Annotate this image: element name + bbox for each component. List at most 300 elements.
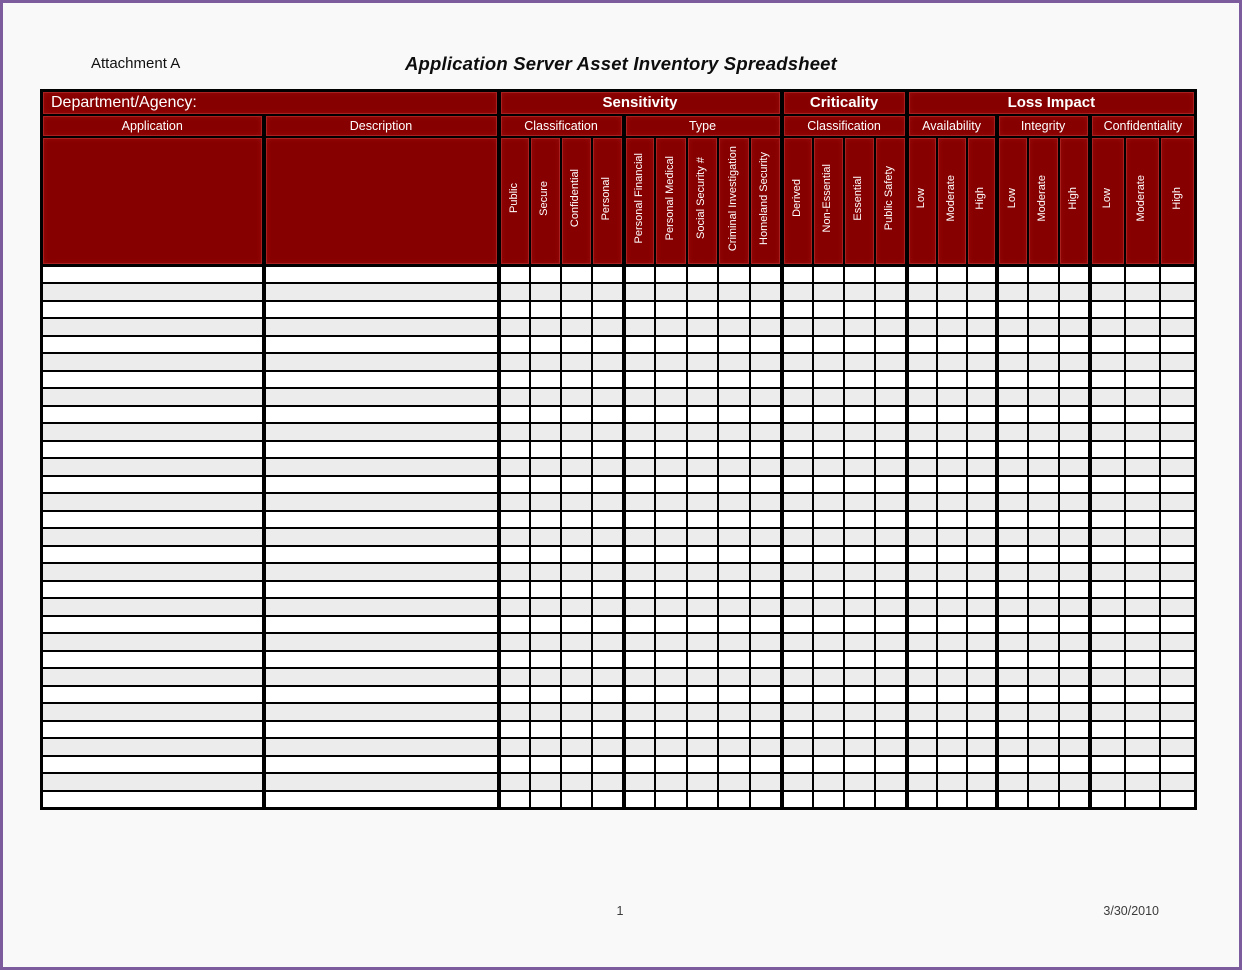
grid-cell — [1028, 791, 1059, 809]
grid-cell — [750, 616, 782, 634]
application-cell — [42, 703, 264, 721]
grid-cell — [844, 301, 875, 319]
grid-cell — [655, 598, 687, 616]
grid-cell — [907, 791, 937, 809]
grid-cell — [907, 511, 937, 529]
grid-cell — [592, 266, 624, 284]
col-header-confidential — [561, 137, 592, 266]
grid-cell — [813, 441, 844, 459]
grid-cell — [592, 511, 624, 529]
grid-cell — [813, 703, 844, 721]
grid-cell — [1090, 266, 1125, 284]
grid-cell — [813, 598, 844, 616]
grid-cell — [1028, 756, 1059, 774]
grid-cell — [875, 528, 907, 546]
grid-cell — [624, 511, 655, 529]
grid-cell — [1090, 458, 1125, 476]
grid-cell — [782, 703, 813, 721]
grid-cell — [844, 598, 875, 616]
grid-cell — [967, 563, 997, 581]
grid-cell — [844, 738, 875, 756]
table-row — [42, 651, 1196, 669]
grid-cell — [813, 686, 844, 704]
grid-cell — [655, 773, 687, 791]
grid-cell — [1028, 528, 1059, 546]
grid-cell — [530, 686, 561, 704]
grid-cell — [813, 756, 844, 774]
description-cell — [264, 703, 499, 721]
grid-cell — [844, 721, 875, 739]
grid-cell — [750, 423, 782, 441]
grid-cell — [997, 738, 1028, 756]
grid-cell — [687, 633, 718, 651]
grid-cell — [592, 546, 624, 564]
grid-cell — [782, 423, 813, 441]
grid-cell — [718, 266, 750, 284]
grid-cell — [1125, 318, 1160, 336]
grid-cell — [1028, 651, 1059, 669]
grid-cell — [997, 493, 1028, 511]
description-cell — [264, 458, 499, 476]
grid-cell — [782, 738, 813, 756]
table-row — [42, 668, 1196, 686]
grid-cell — [937, 791, 967, 809]
grid-cell — [499, 353, 530, 371]
grid-cell — [624, 388, 655, 406]
description-cell — [264, 266, 499, 284]
col-header-integrity-moderate-label: Moderate — [1036, 175, 1049, 222]
grid-cell — [1160, 528, 1196, 546]
grid-cell — [750, 791, 782, 809]
grid-cell — [875, 738, 907, 756]
grid-cell — [592, 301, 624, 319]
grid-cell — [1125, 633, 1160, 651]
col-header-confidentiality-high-label: High — [1170, 186, 1183, 210]
application-cell — [42, 511, 264, 529]
application-cell — [42, 476, 264, 494]
grid-cell — [875, 756, 907, 774]
grid-cell — [1090, 318, 1125, 336]
grid-cell — [782, 773, 813, 791]
grid-cell — [655, 686, 687, 704]
subgroup-header-integrity: Integrity — [997, 115, 1090, 137]
grid-cell — [782, 353, 813, 371]
grid-cell — [1160, 336, 1196, 354]
grid-cell — [782, 458, 813, 476]
grid-cell — [1090, 791, 1125, 809]
grid-cell — [967, 301, 997, 319]
grid-cell — [997, 773, 1028, 791]
grid-cell — [937, 651, 967, 669]
grid-cell — [1028, 616, 1059, 634]
grid-cell — [937, 423, 967, 441]
grid-cell — [624, 738, 655, 756]
grid-cell — [499, 423, 530, 441]
col-header-secure-label: Secure — [538, 180, 551, 216]
grid-cell — [782, 756, 813, 774]
grid-cell — [907, 546, 937, 564]
grid-cell — [937, 668, 967, 686]
description-cell — [264, 773, 499, 791]
grid-cell — [624, 546, 655, 564]
grid-cell — [1160, 371, 1196, 389]
grid-cell — [592, 563, 624, 581]
grid-cell — [907, 651, 937, 669]
grid-cell — [937, 598, 967, 616]
grid-cell — [592, 668, 624, 686]
grid-cell — [907, 633, 937, 651]
grid-cell — [967, 598, 997, 616]
grid-cell — [624, 721, 655, 739]
grid-cell — [997, 458, 1028, 476]
grid-cell — [907, 598, 937, 616]
grid-cell — [937, 441, 967, 459]
grid-cell — [1028, 266, 1059, 284]
grid-cell — [499, 721, 530, 739]
grid-cell — [967, 721, 997, 739]
grid-cell — [561, 353, 592, 371]
grid-cell — [844, 388, 875, 406]
grid-cell — [718, 546, 750, 564]
table-row — [42, 738, 1196, 756]
table-row — [42, 301, 1196, 319]
grid-cell — [499, 301, 530, 319]
grid-cell — [1059, 651, 1090, 669]
grid-cell — [782, 546, 813, 564]
grid-cell — [718, 756, 750, 774]
description-cell — [264, 598, 499, 616]
subgroup-header-row — [42, 115, 1196, 137]
table-row — [42, 458, 1196, 476]
grid-cell — [907, 283, 937, 301]
grid-cell — [1090, 528, 1125, 546]
grid-cell — [624, 703, 655, 721]
grid-cell — [499, 476, 530, 494]
grid-cell — [561, 686, 592, 704]
grid-cell — [592, 791, 624, 809]
grid-cell — [844, 651, 875, 669]
col-header-criminal-investigation — [718, 137, 750, 266]
grid-cell — [875, 406, 907, 424]
grid-cell — [1160, 441, 1196, 459]
grid-cell — [1059, 563, 1090, 581]
grid-cell — [655, 668, 687, 686]
col-header-personal-medical-label: Personal Medical — [663, 156, 676, 241]
description-cell — [264, 563, 499, 581]
grid-cell — [718, 563, 750, 581]
description-cell — [264, 616, 499, 634]
grid-cell — [499, 458, 530, 476]
grid-cell — [1090, 353, 1125, 371]
grid-cell — [592, 283, 624, 301]
grid-cell — [624, 423, 655, 441]
grid-cell — [592, 633, 624, 651]
grid-cell — [1090, 581, 1125, 599]
grid-cell — [561, 633, 592, 651]
grid-cell — [907, 423, 937, 441]
grid-cell — [907, 458, 937, 476]
grid-cell — [875, 371, 907, 389]
application-cell — [42, 616, 264, 634]
grid-cell — [499, 406, 530, 424]
grid-cell — [687, 773, 718, 791]
grid-cell — [1125, 528, 1160, 546]
grid-cell — [750, 633, 782, 651]
grid-cell — [1028, 493, 1059, 511]
grid-cell — [718, 476, 750, 494]
grid-cell — [1059, 756, 1090, 774]
description-cell — [264, 546, 499, 564]
grid-cell — [687, 406, 718, 424]
description-cell — [264, 791, 499, 809]
grid-cell — [967, 406, 997, 424]
grid-cell — [530, 581, 561, 599]
grid-cell — [1125, 283, 1160, 301]
grid-cell — [1028, 546, 1059, 564]
grid-cell — [875, 458, 907, 476]
grid-cell — [1028, 633, 1059, 651]
grid-cell — [530, 563, 561, 581]
table-row — [42, 336, 1196, 354]
col-header-personal-financial — [624, 137, 655, 266]
grid-cell — [844, 756, 875, 774]
grid-cell — [907, 266, 937, 284]
grid-cell — [907, 563, 937, 581]
col-header-non-essential — [813, 137, 844, 266]
application-cell — [42, 301, 264, 319]
grid-cell — [499, 756, 530, 774]
col-header-public-label: Public — [507, 183, 520, 214]
grid-cell — [655, 476, 687, 494]
grid-cell — [592, 703, 624, 721]
grid-cell — [1028, 686, 1059, 704]
grid-cell — [718, 703, 750, 721]
application-cell — [42, 423, 264, 441]
table-row — [42, 511, 1196, 529]
table-row — [42, 703, 1196, 721]
grid-cell — [624, 458, 655, 476]
application-cell — [42, 668, 264, 686]
grid-cell — [592, 388, 624, 406]
application-column-header: Application — [42, 115, 264, 137]
grid-cell — [1125, 458, 1160, 476]
grid-cell — [624, 493, 655, 511]
col-header-integrity-high-label: High — [1066, 186, 1079, 210]
grid-cell — [499, 668, 530, 686]
grid-cell — [561, 528, 592, 546]
grid-cell — [844, 546, 875, 564]
description-cell — [264, 668, 499, 686]
grid-cell — [624, 633, 655, 651]
grid-cell — [718, 283, 750, 301]
grid-cell — [875, 353, 907, 371]
grid-cell — [624, 528, 655, 546]
grid-cell — [687, 686, 718, 704]
grid-cell — [530, 791, 561, 809]
application-cell — [42, 406, 264, 424]
col-header-essential-label: Essential — [852, 175, 865, 221]
grid-cell — [907, 388, 937, 406]
col-header-integrity-low — [997, 137, 1028, 266]
grid-cell — [1160, 406, 1196, 424]
grid-cell — [1160, 703, 1196, 721]
grid-cell — [750, 546, 782, 564]
grid-cell — [750, 511, 782, 529]
grid-cell — [997, 756, 1028, 774]
grid-cell — [530, 406, 561, 424]
grid-cell — [530, 651, 561, 669]
grid-cell — [997, 581, 1028, 599]
grid-cell — [782, 266, 813, 284]
grid-cell — [782, 406, 813, 424]
grid-cell — [530, 336, 561, 354]
table-row — [42, 353, 1196, 371]
grid-cell — [937, 283, 967, 301]
grid-cell — [844, 441, 875, 459]
grid-cell — [592, 651, 624, 669]
grid-cell — [499, 371, 530, 389]
application-cell — [42, 598, 264, 616]
grid-cell — [782, 441, 813, 459]
grid-cell — [561, 423, 592, 441]
grid-cell — [813, 283, 844, 301]
col-header-personal-financial-label: Personal Financial — [632, 153, 645, 244]
grid-cell — [907, 721, 937, 739]
grid-cell — [687, 353, 718, 371]
grid-cell — [813, 318, 844, 336]
grid-cell — [1160, 266, 1196, 284]
grid-cell — [1059, 703, 1090, 721]
grid-cell — [530, 441, 561, 459]
grid-cell — [937, 773, 967, 791]
table-row — [42, 493, 1196, 511]
grid-cell — [592, 528, 624, 546]
grid-cell — [997, 686, 1028, 704]
subgroup-header-availability: Availability — [907, 115, 997, 137]
grid-cell — [592, 493, 624, 511]
description-cell — [264, 476, 499, 494]
grid-cell — [718, 651, 750, 669]
grid-cell — [655, 353, 687, 371]
grid-cell — [655, 493, 687, 511]
grid-cell — [687, 791, 718, 809]
grid-cell — [1160, 791, 1196, 809]
grid-cell — [561, 441, 592, 459]
grid-cell — [624, 266, 655, 284]
grid-cell — [561, 721, 592, 739]
grid-cell — [1160, 668, 1196, 686]
grid-cell — [561, 458, 592, 476]
application-cell — [42, 633, 264, 651]
grid-cell — [750, 441, 782, 459]
grid-cell — [530, 511, 561, 529]
grid-cell — [844, 581, 875, 599]
grid-cell — [750, 651, 782, 669]
grid-cell — [1028, 388, 1059, 406]
grid-cell — [782, 318, 813, 336]
grid-cell — [875, 441, 907, 459]
grid-cell — [844, 668, 875, 686]
grid-cell — [937, 703, 967, 721]
grid-cell — [655, 406, 687, 424]
table-body — [42, 266, 1196, 809]
grid-cell — [750, 598, 782, 616]
grid-cell — [1125, 791, 1160, 809]
grid-cell — [875, 773, 907, 791]
application-cell — [42, 546, 264, 564]
grid-cell — [1090, 598, 1125, 616]
grid-cell — [1059, 318, 1090, 336]
grid-cell — [561, 476, 592, 494]
application-cell — [42, 581, 264, 599]
grid-cell — [997, 266, 1028, 284]
grid-cell — [813, 476, 844, 494]
inventory-table-wrap — [40, 89, 1197, 810]
grid-cell — [687, 651, 718, 669]
grid-cell — [1125, 371, 1160, 389]
grid-cell — [592, 458, 624, 476]
grid-cell — [592, 721, 624, 739]
col-header-derived-label: Derived — [790, 179, 803, 218]
description-cell — [264, 493, 499, 511]
application-cell — [42, 458, 264, 476]
grid-cell — [530, 266, 561, 284]
grid-cell — [997, 371, 1028, 389]
grid-cell — [624, 283, 655, 301]
grid-cell — [1028, 423, 1059, 441]
grid-cell — [997, 616, 1028, 634]
col-header-non-essential-label: Non-Essential — [821, 164, 834, 233]
grid-cell — [1028, 353, 1059, 371]
grid-cell — [530, 738, 561, 756]
grid-cell — [1090, 633, 1125, 651]
grid-cell — [750, 388, 782, 406]
grid-cell — [937, 581, 967, 599]
grid-cell — [1028, 511, 1059, 529]
grid-cell — [1090, 738, 1125, 756]
grid-cell — [997, 703, 1028, 721]
grid-cell — [1028, 773, 1059, 791]
grid-cell — [967, 511, 997, 529]
grid-cell — [967, 668, 997, 686]
grid-cell — [937, 686, 967, 704]
grid-cell — [813, 563, 844, 581]
grid-cell — [844, 336, 875, 354]
grid-cell — [592, 353, 624, 371]
grid-cell — [1125, 476, 1160, 494]
grid-cell — [655, 458, 687, 476]
grid-cell — [1125, 511, 1160, 529]
application-cell — [42, 738, 264, 756]
grid-cell — [782, 283, 813, 301]
subgroup-header-confidentiality: Confidentiality — [1090, 115, 1196, 137]
grid-cell — [687, 458, 718, 476]
grid-cell — [655, 616, 687, 634]
grid-cell — [750, 371, 782, 389]
table-row — [42, 388, 1196, 406]
grid-cell — [750, 336, 782, 354]
grid-cell — [718, 528, 750, 546]
grid-cell — [967, 528, 997, 546]
grid-cell — [530, 721, 561, 739]
grid-cell — [530, 773, 561, 791]
grid-cell — [1160, 458, 1196, 476]
grid-cell — [499, 511, 530, 529]
grid-cell — [1125, 353, 1160, 371]
grid-cell — [1028, 721, 1059, 739]
description-cell — [264, 441, 499, 459]
grid-cell — [655, 581, 687, 599]
